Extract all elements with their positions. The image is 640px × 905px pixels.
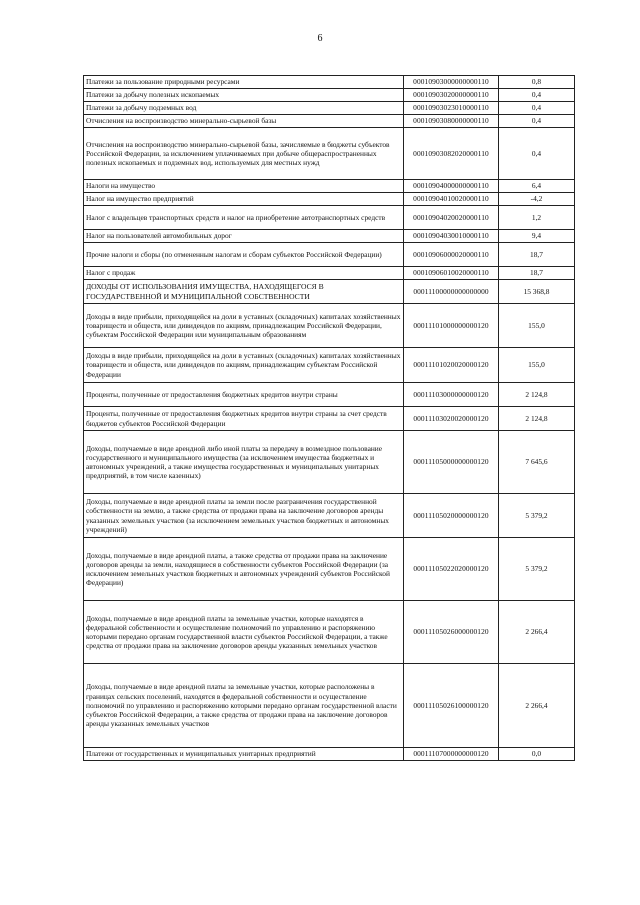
row-name-cell: Проценты, полученные от предоставления бюджетных кредитов внутри страны за счет средств бюджетов субъектов Российской Федерации — [84, 407, 404, 431]
row-code-cell: 00011103000000000120 — [404, 383, 499, 407]
row-value-cell: 2 266,4 — [499, 601, 575, 664]
row-name-cell: Доходы, получаемые в виде арендной платы за земельные участки, которые находятся в федеральной собственности и осуществление полномочий по управлению и распоряжению которыми передано органам государственной власти субъектов Российской Федерации, а также средства от продажи права на заключение договоров аренды указанных земельных участков — [84, 601, 404, 664]
table-row — [84, 180, 575, 193]
row-value-cell: 0,4 — [499, 102, 575, 115]
table-row — [84, 494, 575, 538]
row-code-cell: 00011105000000000120 — [404, 431, 499, 494]
table-row — [84, 76, 575, 89]
row-value-cell: 155,0 — [499, 304, 575, 348]
row-code-cell: 00011103020020000120 — [404, 407, 499, 431]
row-code-cell: 00010906000020000110 — [404, 243, 499, 267]
row-name-cell: Платежи за добычу подземных вод — [84, 102, 404, 115]
table-row — [84, 304, 575, 348]
row-code-cell: 00010903000000000110 — [404, 76, 499, 89]
row-name-cell: Доходы, получаемые в виде арендной платы за земельные участки, которые расположены в границах сельских поселений, находятся в федеральной собственности и осуществление полномочий по управлению и распоряжению которыми передано органам государственной власти субъектов Российской Федерации, а также средства от продажи права на заключение договоров аренды указанных земельных участков — [84, 664, 404, 748]
table-row — [84, 115, 575, 128]
row-value-cell: 5 379,2 — [499, 494, 575, 538]
table-row — [84, 431, 575, 494]
row-value-cell: 5 379,2 — [499, 538, 575, 601]
table-row — [84, 748, 575, 761]
row-name-cell: Платежи от государственных и муниципальных унитарных предприятий — [84, 748, 404, 761]
row-value-cell: 2 124,8 — [499, 407, 575, 431]
row-name-cell: Доходы, получаемые в виде арендной либо иной платы за передачу в возмездное пользование государственного и муниципального имущества (за исключением имущества бюджетных и автономных учреждений, а также имущества государственных и муниципальных унитарных предприятий, в том числе казенных) — [84, 431, 404, 494]
table-row — [84, 267, 575, 280]
page-number: 6 — [317, 33, 323, 44]
table-row — [84, 383, 575, 407]
row-name-cell: Налог на пользователей автомобильных дорог — [84, 230, 404, 243]
row-name-cell: Прочие налоги и сборы (по отмененным налогам и сборам субъектов Российской Федерации) — [84, 243, 404, 267]
row-code-cell: 00010904000000000110 — [404, 180, 499, 193]
row-value-cell: 0,0 — [499, 748, 575, 761]
row-name-cell: Доходы в виде прибыли, приходящейся на доли в уставных (складочных) капиталах хозяйственных товариществ и обществ, или дивидендов по акциям, принадлежащим субъектам Российской Федерации — [84, 348, 404, 383]
table-row — [84, 193, 575, 206]
row-code-cell: 00011105026000000120 — [404, 601, 499, 664]
row-code-cell: 00011101020020000120 — [404, 348, 499, 383]
row-name-cell: Налог с владельцев транспортных средств и налог на приобретение автотранспортных средств — [84, 206, 404, 230]
row-value-cell: 1,2 — [499, 206, 575, 230]
row-name-cell: Налог с продаж — [84, 267, 404, 280]
row-name-cell: Отчисления на воспроизводство минерально-сырьевой базы, зачисляемые в бюджеты субъектов Российской Федерации, за исключением уплачиваемых при добыче общераспространенных полезных ископаемых и подземных вод, используемых для местных нужд — [84, 128, 404, 180]
row-value-cell: 0,4 — [499, 128, 575, 180]
row-value-cell: 0,4 — [499, 115, 575, 128]
row-code-cell: 00010903023010000110 — [404, 102, 499, 115]
row-code-cell: 00010904010020000110 — [404, 193, 499, 206]
row-value-cell: 9,4 — [499, 230, 575, 243]
table-row — [84, 206, 575, 230]
table-row — [84, 243, 575, 267]
row-name-cell: Платежи за пользование природными ресурсами — [84, 76, 404, 89]
row-name-cell: Налоги на имущество — [84, 180, 404, 193]
table-row — [84, 89, 575, 102]
row-code-cell: 00011107000000000120 — [404, 748, 499, 761]
row-value-cell: -4,2 — [499, 193, 575, 206]
row-name-cell: Доходы, получаемые в виде арендной платы за земли после разграничения государственной собственности на землю, а также средства от продажи права на заключение договоров аренды указанных земельных участков (за исключением земельных участков бюджетных и автономных учреждений) — [84, 494, 404, 538]
table-row — [84, 407, 575, 431]
row-value-cell: 2 124,8 — [499, 383, 575, 407]
row-value-cell: 6,4 — [499, 180, 575, 193]
budget-revenue-table — [83, 75, 575, 761]
row-code-cell: 00011105022020000120 — [404, 538, 499, 601]
table-row — [84, 538, 575, 601]
table-row — [84, 230, 575, 243]
row-code-cell: 00010903080000000110 — [404, 115, 499, 128]
table-row — [84, 348, 575, 383]
row-name-cell: Отчисления на воспроизводство минерально-сырьевой базы — [84, 115, 404, 128]
row-code-cell: 00011105020000000120 — [404, 494, 499, 538]
row-value-cell: 18,7 — [499, 243, 575, 267]
row-name-cell: ДОХОДЫ ОТ ИСПОЛЬЗОВАНИЯ ИМУЩЕСТВА, НАХОДЯЩЕГОСЯ В ГОСУДАРСТВЕННОЙ И МУНИЦИПАЛЬНОЙ СОБСТВЕННОСТИ — [84, 280, 404, 304]
table-row — [84, 601, 575, 664]
row-code-cell: 00011101000000000120 — [404, 304, 499, 348]
row-code-cell: 00010904020020000110 — [404, 206, 499, 230]
row-value-cell: 155,0 — [499, 348, 575, 383]
row-code-cell: 00011100000000000000 — [404, 280, 499, 304]
row-code-cell: 00010903082020000110 — [404, 128, 499, 180]
row-name-cell: Доходы, получаемые в виде арендной платы, а также средства от продажи права на заключение договоров аренды за земли, находящиеся в собственности субъектов Российской Федерации (за исключением земельных участков бюджетных и автономных учреждений субъектов Российской Федерации) — [84, 538, 404, 601]
row-code-cell: 00010904030010000110 — [404, 230, 499, 243]
row-name-cell: Доходы в виде прибыли, приходящейся на доли в уставных (складочных) капиталах хозяйственных товариществ и обществ, или дивидендов по акциям, принадлежащим Российской Федерации, субъектам Российской Федерации или муниципальным образованиям — [84, 304, 404, 348]
table-body — [84, 76, 575, 761]
row-value-cell: 15 368,8 — [499, 280, 575, 304]
row-value-cell: 7 645,6 — [499, 431, 575, 494]
row-value-cell: 0,4 — [499, 89, 575, 102]
row-value-cell: 18,7 — [499, 267, 575, 280]
row-name-cell: Платежи за добычу полезных ископаемых — [84, 89, 404, 102]
row-value-cell: 0,8 — [499, 76, 575, 89]
table-row — [84, 280, 575, 304]
row-name-cell: Налог на имущество предприятий — [84, 193, 404, 206]
row-code-cell: 00011105026100000120 — [404, 664, 499, 748]
table-row — [84, 664, 575, 748]
table-row — [84, 102, 575, 115]
row-name-cell: Проценты, полученные от предоставления бюджетных кредитов внутри страны — [84, 383, 404, 407]
row-code-cell: 00010903020000000110 — [404, 89, 499, 102]
table-row — [84, 128, 575, 180]
row-value-cell: 2 266,4 — [499, 664, 575, 748]
row-code-cell: 00010906010020000110 — [404, 267, 499, 280]
